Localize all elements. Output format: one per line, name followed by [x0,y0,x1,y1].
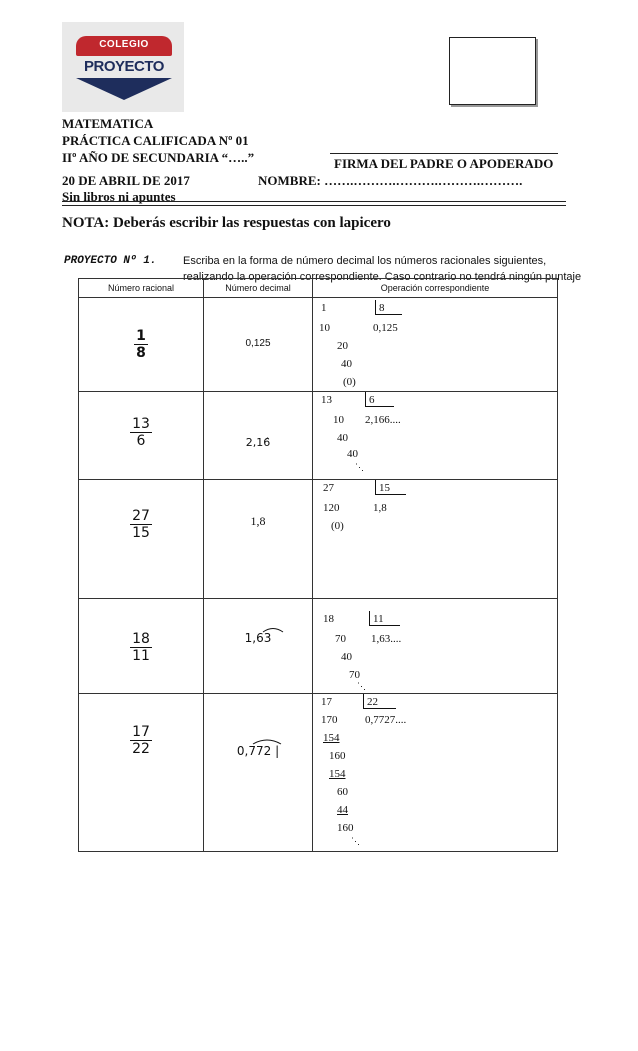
step: 160 [337,822,354,834]
exam-rule: Sin libros ni apuntes [62,189,176,204]
repeat-arc-icon [252,738,282,745]
header-rational: Número racional [79,279,204,298]
decimal-value: 0,772 | [236,744,280,758]
step: 40 [341,651,352,663]
rational-cell [79,298,204,392]
step: 120 [323,502,340,514]
step: 40 [341,358,352,370]
numerator: 27 [132,508,150,524]
dividend: 18 [323,613,334,625]
step: 170 [321,714,338,726]
table-row [79,392,558,480]
header-operation: Operación correspondiente [313,279,558,298]
decimal-cell[interactable] [204,392,313,480]
numerator: 17 [132,724,150,740]
decimal-cell[interactable] [204,298,313,392]
signature-line [330,153,558,154]
divisor: 8 [379,302,385,314]
step: 10 [333,414,344,426]
logo-line2: PROYECTO [84,58,164,75]
rational-cell [79,392,204,480]
photo-box [449,37,536,105]
numerator: 18 [132,631,150,647]
divisor: 15 [379,482,390,494]
step: 20 [337,340,348,352]
operation-cell[interactable] [313,298,558,392]
logo-line1: COLEGIO [99,39,149,50]
signature-label: FIRMA DEL PADRE O APODERADO [334,156,554,171]
step: 70 [349,669,360,681]
table-row [79,694,558,852]
divisor: 22 [367,696,378,708]
rational-cell [79,599,204,694]
logo-shield [76,78,172,100]
dividend: 1 [321,302,327,314]
fraction [79,724,203,757]
fraction [79,631,203,664]
operation-cell[interactable] [313,599,558,694]
rational-cell [79,694,204,852]
operation-cell[interactable] [313,392,558,480]
decimal-cell[interactable] [204,599,313,694]
decimal-value: 2,16̂ [245,436,271,449]
quotient: 0,7727.... [365,714,407,726]
grade-label: IIº AÑO DE SECUNDARIA “…..” [62,150,255,165]
decimal-digits: 1,63 [244,631,272,645]
step: 40 [337,432,348,444]
step: 154 [329,768,346,780]
denominator: 22 [132,741,150,757]
decimal-value [204,631,312,645]
numerator: 13 [132,416,150,432]
denominator: 6 [136,433,146,449]
exam-date: 20 DE ABRIL DE 2017 [62,173,190,188]
operation-cell[interactable] [313,480,558,599]
step: 160 [329,750,346,762]
table-row [79,480,558,599]
decimal-digits: 0,772 [236,744,272,758]
step: 60 [337,786,348,798]
decimal-value: 1,8 [250,514,266,528]
continuation-dots: ⋱ [357,681,367,691]
answer-table [78,278,558,852]
operation-cell[interactable] [313,694,558,852]
denominator: 11 [132,648,150,664]
step: 10 [319,322,330,334]
subject-title: MATEMATICA [62,116,154,131]
table-row [79,599,558,694]
step: 44 [337,804,348,816]
denominator: 15 [132,525,150,541]
fraction [79,416,203,449]
remainder: (0) [343,376,356,388]
repeat-arc-icon [262,627,284,633]
quotient: 1,63.... [371,633,402,645]
step: 154 [323,732,340,744]
double-rule-divider [62,201,566,206]
quotient: 2,166.... [365,414,401,426]
step: 40 [347,448,358,460]
continuation-dots: ⋱ [351,836,361,846]
continuation-dots: ⋱ [355,462,365,472]
practice-title: PRÁCTICA CALIFICADA Nº 01 [62,133,249,148]
decimal-cell[interactable] [204,694,313,852]
table-row [79,298,558,392]
fraction [79,328,203,361]
header-decimal: Número decimal [204,279,313,298]
dividend: 27 [323,482,334,494]
decimal-value: 0,125 [245,338,271,349]
dividend: 13 [321,394,332,406]
problem-label: PROYECTO Nº 1. [64,255,157,267]
divisor: 11 [373,613,384,625]
fraction [79,508,203,541]
quotient: 0,125 [373,322,398,334]
student-name-field[interactable]: NOMBRE: …….……….……….……….………. [258,173,523,188]
rational-cell [79,480,204,599]
dividend: 17 [321,696,332,708]
numerator: 1 [136,328,146,344]
problem-instruction: Escriba en la forma de número decimal los números racionales siguientes, realizando la operación correspondiente. Caso contrario no tendrá ningún puntaje [183,255,582,283]
decimal-cell[interactable] [204,480,313,599]
divisor: 6 [369,394,375,406]
remainder: (0) [331,520,344,532]
school-logo [62,22,184,112]
step: 70 [335,633,346,645]
denominator: 8 [136,345,146,361]
nota-text: NOTA: Deberás escribir las respuestas con lapicero [62,215,391,231]
quotient: 1,8 [373,502,387,514]
